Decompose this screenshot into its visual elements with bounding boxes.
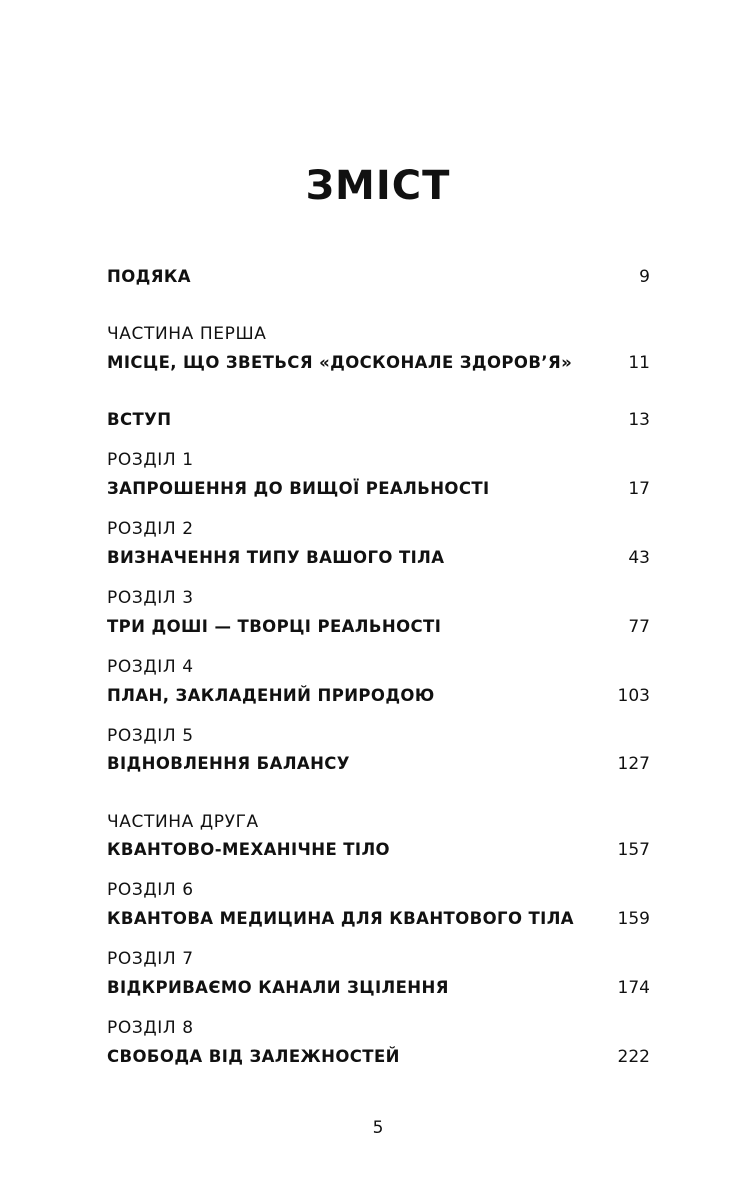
toc-entry-chapter-7[interactable] — [107, 976, 650, 1000]
toc-entry-title: КВАНТОВО-МЕХАНІЧНЕ ТІЛО — [107, 840, 390, 859]
toc-entry-page: 159 — [617, 909, 650, 929]
toc-chapter-label: РОЗДІЛ 4 — [107, 657, 194, 677]
toc-entry-introduction[interactable] — [107, 408, 650, 432]
toc-entry-page: 77 — [628, 617, 650, 637]
toc-entry-acknowledgements[interactable] — [107, 265, 650, 289]
toc-entry-chapter-2[interactable] — [107, 546, 650, 570]
toc-chapter-label: РОЗДІЛ 5 — [107, 726, 194, 746]
toc-entry-part-two[interactable] — [107, 838, 650, 862]
toc-entry-title: СВОБОДА ВІД ЗАЛЕЖНОСТЕЙ — [107, 1047, 400, 1066]
toc-chapter-label: РОЗДІЛ 1 — [107, 450, 194, 470]
toc-entry-page: 13 — [628, 410, 650, 430]
toc-entry-title: ПОДЯКА — [107, 267, 191, 286]
toc-entry-page: 9 — [639, 267, 650, 287]
toc-entry-page: 222 — [617, 1047, 650, 1067]
toc-chapter-label: РОЗДІЛ 2 — [107, 519, 194, 539]
toc-chapter-label: РОЗДІЛ 7 — [107, 949, 194, 969]
toc-entry-chapter-5[interactable] — [107, 752, 650, 776]
page-number: 5 — [372, 1118, 384, 1138]
toc-entry-title: ПЛАН, ЗАКЛАДЕНИЙ ПРИРОДОЮ — [107, 686, 435, 705]
toc-chapter-label: РОЗДІЛ 3 — [107, 588, 194, 608]
toc-entry-title: МІСЦЕ, ЩО ЗВЕТЬСЯ «ДОСКОНАЛЕ ЗДОРОВ’Я» — [107, 353, 573, 372]
toc-entry-page: 157 — [617, 840, 650, 860]
toc-entry-chapter-6[interactable] — [107, 907, 650, 931]
toc-entry-chapter-1[interactable] — [107, 477, 650, 501]
toc-chapter-label: РОЗДІЛ 8 — [107, 1018, 194, 1038]
toc-entry-page: 43 — [628, 548, 650, 568]
toc-entry-page: 103 — [617, 686, 650, 706]
toc-entry-title: ВІДКРИВАЄМО КАНАЛИ ЗЦІЛЕННЯ — [107, 978, 449, 997]
toc-entry-page: 127 — [617, 754, 650, 774]
page-title: ЗМІСТ — [305, 162, 451, 209]
toc-entry-title: ЗАПРОШЕННЯ ДО ВИЩОЇ РЕАЛЬНОСТІ — [107, 479, 490, 498]
toc-entry-title: ВСТУП — [107, 410, 172, 429]
toc-entry-page: 174 — [617, 978, 650, 998]
toc-entry-chapter-8[interactable] — [107, 1045, 650, 1069]
toc-part-label: ЧАСТИНА ДРУГА — [107, 812, 259, 832]
toc-entry-page: 11 — [628, 353, 650, 373]
toc-entry-page: 17 — [628, 479, 650, 499]
toc-entry-title: ВИЗНАЧЕННЯ ТИПУ ВАШОГО ТІЛА — [107, 548, 445, 567]
toc-entry-title: ВІДНОВЛЕННЯ БАЛАНСУ — [107, 754, 350, 773]
toc-entry-chapter-3[interactable] — [107, 615, 650, 639]
toc-chapter-label: РОЗДІЛ 6 — [107, 880, 194, 900]
toc-entry-part-one[interactable] — [107, 351, 650, 375]
toc-part-label: ЧАСТИНА ПЕРША — [107, 324, 267, 344]
toc-entry-chapter-4[interactable] — [107, 684, 650, 708]
toc-entry-title: КВАНТОВА МЕДИЦИНА ДЛЯ КВАНТОВОГО ТІЛА — [107, 909, 574, 928]
toc-entry-title: ТРИ ДОШІ — ТВОРЦІ РЕАЛЬНОСТІ — [107, 617, 442, 636]
